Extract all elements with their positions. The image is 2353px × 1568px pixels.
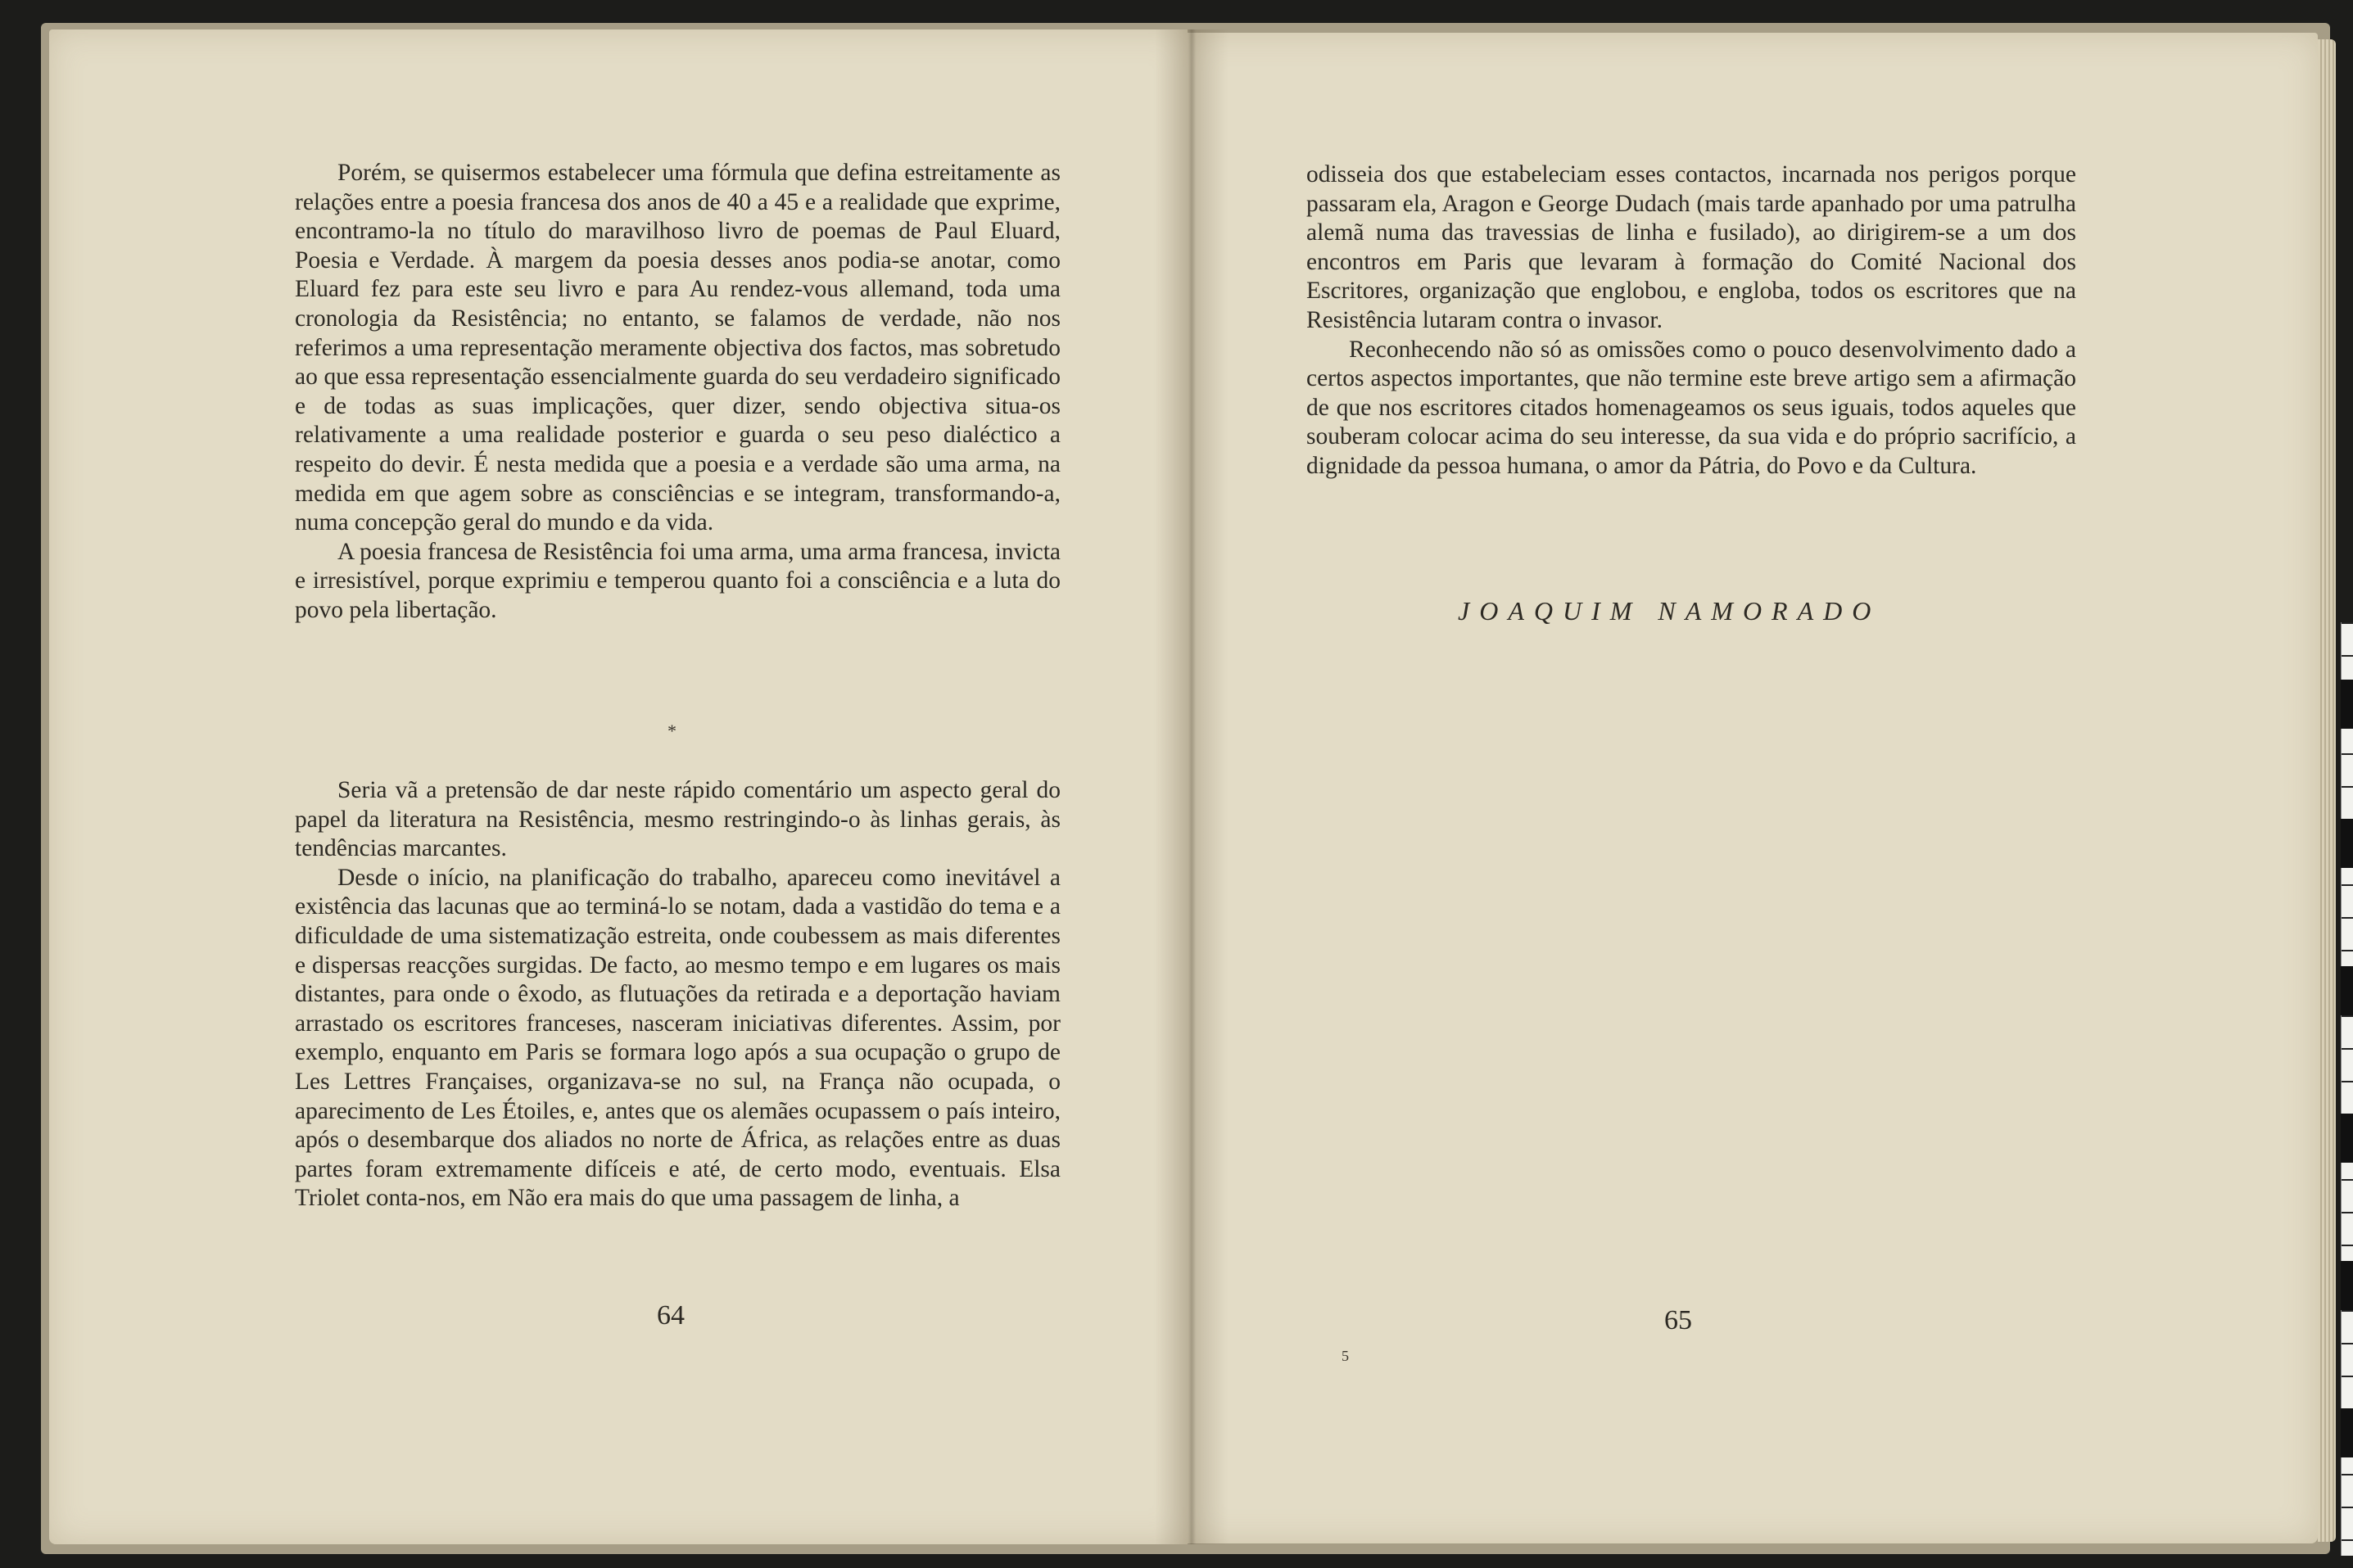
paragraph: odisseia dos que estabeleciam esses contactos, incarnada nos perigos porque passaram ela, Aragon e George Dudach (mais tarde apanhado por uma patrulha alemã numa das travessias de linha e fusilado), ao dirigirem-se a um dos encontros em Paris que levaram à formação do Comité Nacional dos Escritores, organização que englobou, e engloba, todos os escritores que na Resistência lutaram contra o invasor. — [1306, 161, 2076, 333]
ruler-mark — [2341, 819, 2353, 868]
paragraph: Porém, se quisermos estabelecer uma fórmula que defina estreitamente as relações entre a poesia francesa dos anos de 40 a 45 e a realidade que exprime, encontramo-la no título do maravilhoso livro de poemas de Paul Eluard, Poesia e Verdade. À margem da poesia desses anos podia-se anotar, como Eluard fez para este seu livro e para Au rendez-vous allemand, toda uma cronologia da Resistência; no entanto, se falamos de verdade, não nos referimos a uma representação meramente objectiva dos factos, mas sobretudo ao que essa representação essencialmente guarda do seu verdadeiro significado e de todas as suas implicações, quer dizer, sendo objectiva situa-os relativamente a uma realidade posterior e guarda o seu peso dialéctico a respeito do devir. É nesta medida que a poesia e a verdade são uma arma, na medida em que agem sobre as consciências e se integram, transformando-a, numa concepção geral do mundo e da vida. — [295, 160, 1061, 536]
signature-mark: 5 — [1342, 1348, 1349, 1364]
ruler-mark — [2341, 1261, 2353, 1310]
page-number: 64 — [657, 1300, 685, 1331]
left-page-text-top — [295, 159, 1061, 626]
ruler-mark — [2341, 966, 2353, 1015]
ruler-mark — [2341, 1114, 2353, 1163]
left-page-text-bottom — [295, 776, 1061, 1213]
ruler-mark — [2341, 680, 2353, 729]
paragraph: Seria vã a pretensão de dar neste rápido comentário um aspecto geral do papel da literatura na Resistência, mesmo restringindo-o às linhas gerais, às tendências marcantes. — [295, 777, 1061, 862]
page-number: 65 — [1664, 1305, 1692, 1335]
page-edges — [2318, 39, 2336, 1542]
paragraph: Reconhecendo não só as omissões como o pouco desenvolvimento dado a certos aspectos importantes, que não termine este breve artigo sem a afirmação de que nos escritores citados homenageamos os seus iguais, todos aqueles que souberam colocar acima do seu interesse, da sua vida e do próprio sacrifício, a dignidade da pessoa humana, o amor da Pátria, do Povo e da Cultura. — [1306, 336, 2076, 479]
section-separator: * — [667, 721, 676, 741]
paragraph: A poesia francesa de Resistência foi uma arma, uma arma francesa, invicta e irresistível, porque exprimiu e temperou quanto foi a consciência e a luta do povo pela libertação. — [295, 538, 1061, 623]
paragraph: Desde o início, na planificação do trabalho, apareceu como inevitável a existência das lacunas que ao terminá-lo se notam, dada a vastidão do tema e a dificuldade de uma sistematização estreita, onde coubessem as mais diferentes e dispersas reacções surgidas. De facto, ao mesmo tempo e em lugares os mais distantes, para onde o êxodo, as flutuações da retirada e a deportação haviam arrastado os escritores franceses, nasceram iniciativas diferentes. Assim, por exemplo, enquanto em Paris se formara logo após a sua ocupação o grupo de Les Lettres Françaises, organizava-se no sul, na França não ocupada, o aparecimento de Les Étoiles, e, antes que os alemães ocupassem o país inteiro, após o desembarque dos aliados no norte de África, as relações entre as duas partes foram extremamente difíceis e até, de certo modo, eventuais. Elsa Triolet conta-nos, em Não era mais do que uma passagem de linha, a — [295, 864, 1061, 1212]
right-page-text — [1306, 160, 2076, 481]
author-signature: JOAQUIM NAMORADO — [1458, 596, 1881, 626]
ruler-mark — [2341, 1408, 2353, 1457]
